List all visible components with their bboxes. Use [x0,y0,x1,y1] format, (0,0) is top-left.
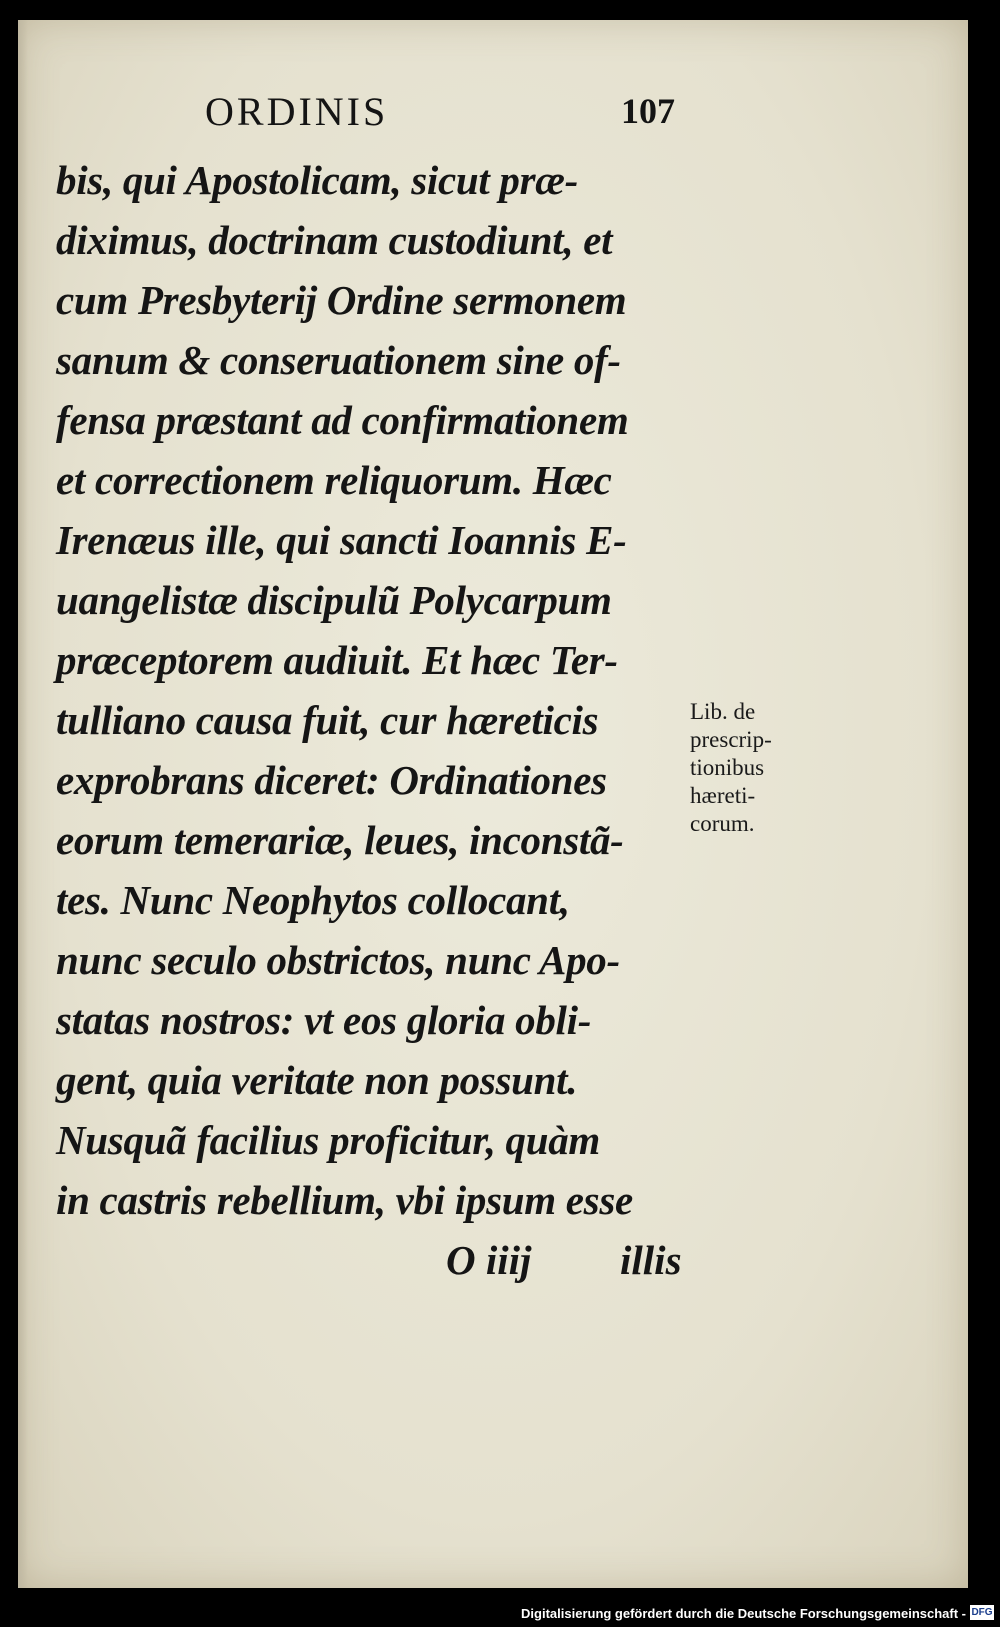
text-line: statas nostros: vt eos gloria obli- [56,997,592,1043]
text-line: præceptorem audiuit. Et hæc Ter- [56,637,618,683]
text-line: uangelistæ discipulũ Polycarpum [56,577,612,623]
footer-bar [0,1594,1000,1627]
page-header [205,88,675,138]
text-line: sanum & conseruationem sine of- [56,337,621,383]
text-line: fensa præstant ad confirmationem [56,397,629,443]
dfg-logo: DFG [971,1607,993,1618]
text-line: cum Presbyterij Ordine sermonem [56,277,627,323]
catchword: illis [620,1237,682,1283]
running-head: ORDINIS [205,89,389,134]
marginal-note-line: hæreti- [690,783,756,808]
text-line: eorum temerariæ, leues, inconstã- [56,817,624,863]
text-line: in castris rebellium, vbi ipsum esse [56,1177,633,1223]
marginal-note-line: corum. [690,811,755,836]
text-line: bis, qui Apostolicam, sicut præ- [56,157,578,203]
text-line: diximus, doctrinam custodiunt, et [56,217,613,263]
text-line: exprobrans diceret: Ordinationes [56,757,607,803]
signature-mark: O iiij [446,1237,532,1283]
marginal-note [690,698,820,838]
marginal-note-line: tionibus [690,755,765,780]
body-text [56,150,686,1290]
signature-line [56,1230,686,1290]
funding-credit: Digitalisierung gefördert durch die Deutsche Forschungsgemeinschaft - [521,1606,966,1621]
text-line: tes. Nunc Neophytos collocant, [56,877,570,923]
text-line: et correctionem reliquorum. Hæc [56,457,612,503]
text-line: tulliano causa fuit, cur hæreticis [56,697,599,743]
page-edge-shadow [18,20,28,1588]
marginal-note-line: prescrip- [690,727,772,752]
page-number: 107 [621,91,675,131]
text-line: gent, quia veritate non possunt. [56,1057,578,1103]
text-line: nunc seculo obstrictos, nunc Apo- [56,937,620,983]
text-line: Nusquã facilius proficitur, quàm [56,1117,601,1163]
marginal-note-line: Lib. de [690,699,756,724]
text-line: Irenæus ille, qui sancti Ioannis E- [56,517,627,563]
